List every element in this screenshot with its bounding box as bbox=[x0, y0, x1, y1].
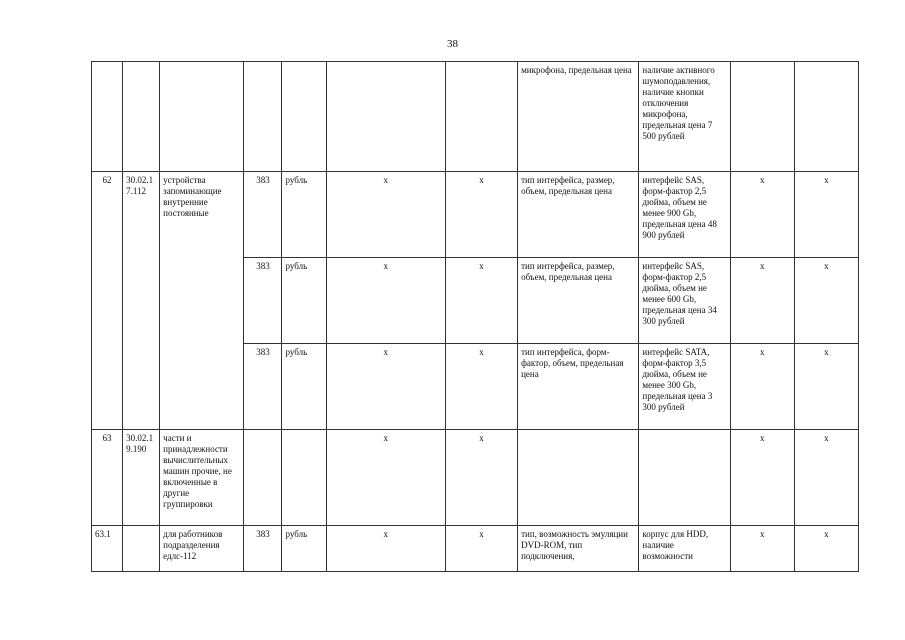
unit-name: рубль bbox=[282, 258, 326, 344]
cell-x: x bbox=[730, 172, 794, 258]
characteristic-value: наличие активного шумоподавления, наличие кнопки отключения микрофона, предельная цена 7 500 рублей bbox=[639, 62, 730, 172]
characteristic-value: интерфейс SATA, форм-фактор 3,5 дюйма, объем не менее 300 Gb, предельная цена 3 300 рублей bbox=[639, 344, 730, 430]
okei-code: 383 bbox=[244, 258, 282, 344]
item-name bbox=[160, 62, 244, 172]
okpd-code: 30.02.19.190 bbox=[123, 430, 160, 526]
table-row bbox=[92, 62, 859, 172]
characteristic: тип, возможность эмуляции DVD-ROM, тип подключения, bbox=[518, 526, 639, 572]
cell-x: x bbox=[445, 526, 517, 572]
okpd-code bbox=[123, 526, 160, 572]
okei-code: 383 bbox=[244, 344, 282, 430]
cell-x: x bbox=[445, 258, 517, 344]
cell-x: x bbox=[445, 172, 517, 258]
characteristic-value: интерфейс SAS, форм-фактор 2,5 дюйма, объем не менее 600 Gb, предельная цена 34 300 рублей bbox=[639, 258, 730, 344]
cell-x: x bbox=[794, 172, 858, 258]
page-number: 38 bbox=[447, 38, 458, 50]
characteristic-value bbox=[639, 430, 730, 526]
cell-x: x bbox=[794, 344, 858, 430]
row-number bbox=[92, 62, 123, 172]
cell-x: x bbox=[730, 258, 794, 344]
procurement-table bbox=[91, 61, 859, 572]
characteristic-value: корпус для HDD, наличие возможности bbox=[639, 526, 730, 572]
cell-x bbox=[445, 62, 517, 172]
table-row bbox=[92, 172, 859, 258]
cell-x: x bbox=[445, 430, 517, 526]
unit-name: рубль bbox=[282, 344, 326, 430]
okei-code bbox=[244, 62, 282, 172]
item-name: части и принадлежности вычислительных машин прочие, не включенные в другие группировки bbox=[160, 430, 244, 526]
cell-x: x bbox=[326, 344, 445, 430]
cell-x: x bbox=[794, 526, 858, 572]
okei-code: 383 bbox=[244, 526, 282, 572]
cell-x: x bbox=[730, 344, 794, 430]
item-name: для работников подразделения едлс-112 bbox=[160, 526, 244, 572]
table-row bbox=[92, 430, 859, 526]
characteristic: тип интерфейса, форм-фактор, объем, предельная цена bbox=[518, 344, 639, 430]
cell-x: x bbox=[326, 526, 445, 572]
cell-x: x bbox=[445, 344, 517, 430]
characteristic bbox=[518, 430, 639, 526]
cell-x bbox=[730, 62, 794, 172]
item-name: устройства запоминающие внутренние постоянные bbox=[160, 172, 244, 430]
table-row bbox=[92, 526, 859, 572]
cell-x: x bbox=[326, 258, 445, 344]
row-number: 63 bbox=[92, 430, 123, 526]
okei-code bbox=[244, 430, 282, 526]
unit-name bbox=[282, 62, 326, 172]
okei-code: 383 bbox=[244, 172, 282, 258]
characteristic: микрофона, предельная цена bbox=[518, 62, 639, 172]
unit-name bbox=[282, 430, 326, 526]
cell-x: x bbox=[794, 430, 858, 526]
cell-x: x bbox=[794, 258, 858, 344]
cell-x bbox=[794, 62, 858, 172]
okpd-code: 30.02.17.112 bbox=[123, 172, 160, 430]
unit-name: рубль bbox=[282, 526, 326, 572]
cell-x: x bbox=[730, 526, 794, 572]
okpd-code bbox=[123, 62, 160, 172]
cell-x bbox=[326, 62, 445, 172]
cell-x: x bbox=[730, 430, 794, 526]
characteristic-value: интерфейс SAS, форм-фактор 2,5 дюйма, объем не менее 900 Gb, предельная цена 48 900 рублей bbox=[639, 172, 730, 258]
cell-x: x bbox=[326, 430, 445, 526]
characteristic: тип интерфейса, размер, объем, предельная цена bbox=[518, 172, 639, 258]
row-number: 62 bbox=[92, 172, 123, 430]
row-number: 63.1 bbox=[92, 526, 123, 572]
cell-x: x bbox=[326, 172, 445, 258]
unit-name: рубль bbox=[282, 172, 326, 258]
characteristic: тип интерфейса, размер, объем, предельная цена bbox=[518, 258, 639, 344]
